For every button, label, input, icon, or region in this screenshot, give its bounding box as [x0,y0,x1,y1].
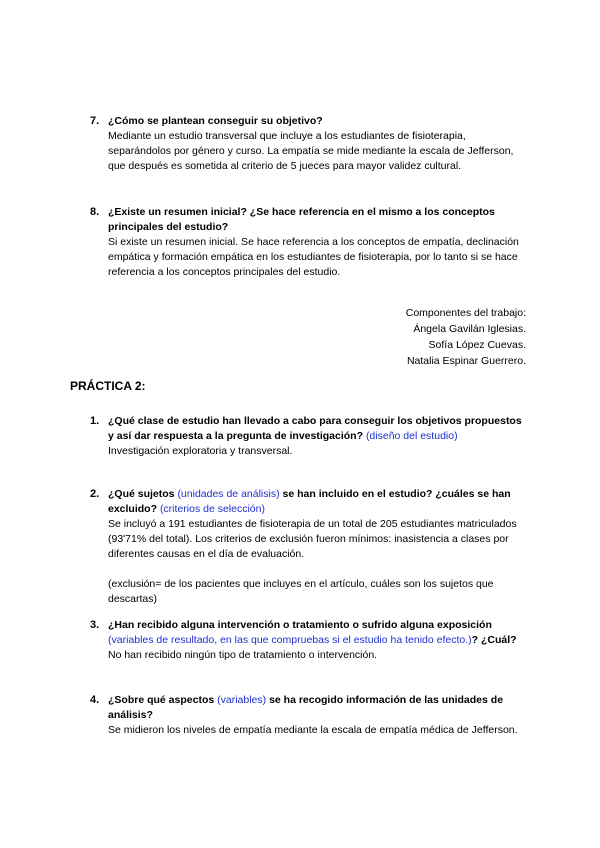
question-text: ¿Existe un resumen inicial? ¿Se hace referencia en el mismo a los conceptos principales del estudio? [108,206,495,233]
practice2-question-2 [90,487,530,607]
question-text: ¿Qué sujetos [108,488,175,500]
question-hint: (variables de resultado, en las que compruebas si el estudio ha tenido efecto.) [108,634,472,646]
question-number: 7. [90,115,100,127]
question-text: ¿Han recibido alguna intervención o tratamiento o sufrido alguna exposición [108,619,492,631]
question-number: 4. [90,694,100,706]
question-hint: (diseño del estudio) [365,430,458,442]
section-title: PRÁCTICA 2: [70,379,146,393]
question-number: 8. [90,206,100,218]
question-text: se ha recogido información de las unidades de análisis? [108,694,504,721]
question-text: ¿Cómo se plantean conseguir su objetivo? [108,115,323,127]
practice2-question-3 [90,618,530,663]
authors-block [406,305,526,369]
question-text: ¿Qué clase de estudio han llevado a cabo para conseguir los objetivos propuestos y así dar respuesta a la pregunta de investigación? [108,415,522,442]
question-text: se han incluido en el estudio? ¿cuáles se han excluido? [108,488,511,515]
practice2-question-1 [90,414,530,459]
answer-text: No han recibido ningún tipo de tratamiento o intervención. [108,649,378,661]
question-text: ? ¿Cuál? [471,634,517,646]
question-number: 2. [90,488,100,500]
author-name: Natalia Espinar Guerrero. [406,355,526,367]
author-name: Ángela Gavilán Iglesias. [413,323,526,335]
answer-text: Mediante un estudio transversal que incluye a los estudiantes de fisioterapia, separándolos por género y curso. La empatía se mide mediante la escala de Jefferson, que después es sometida al criterio de 5 jueces para mayor validez cultural. [108,130,514,172]
question-text: ¿Sobre qué aspectos [108,694,215,706]
answer-text: Se incluyó a 191 estudiantes de fisioterapia de un total de 205 estudiantes matriculados (93'71% del total). Los criterios de exclusión fueron mínimos: inasistencia a clases por diferentes causas en el día de evaluación. [108,518,517,560]
question-hint: (unidades de análisis) [177,488,280,500]
author-name: Sofía López Cuevas. [428,339,526,351]
answer-text: Se midieron los niveles de empatía mediante la escala de empatía médica de Jefferson. [108,724,518,736]
practice2-question-4 [90,693,530,738]
note-text: (exclusión= de los pacientes que incluyes en el artículo, cuáles son los sujetos que descartas) [108,578,494,605]
question-8 [90,205,530,280]
question-hint: (criterios de selección) [159,503,265,515]
answer-text: Si existe un resumen inicial. Se hace referencia a los conceptos de empatía, declinación empática y formación empática en los estudiantes de fisioterapia, por lo tanto si se hace referencia a los conceptos principales del estudio. [108,236,519,278]
authors-label: Componentes del trabajo: [405,307,526,319]
question-7 [90,114,530,174]
question-number: 3. [90,619,100,631]
answer-text: Investigación exploratoria y transversal. [108,445,293,457]
question-number: 1. [90,415,100,427]
question-hint: (variables) [217,694,267,706]
